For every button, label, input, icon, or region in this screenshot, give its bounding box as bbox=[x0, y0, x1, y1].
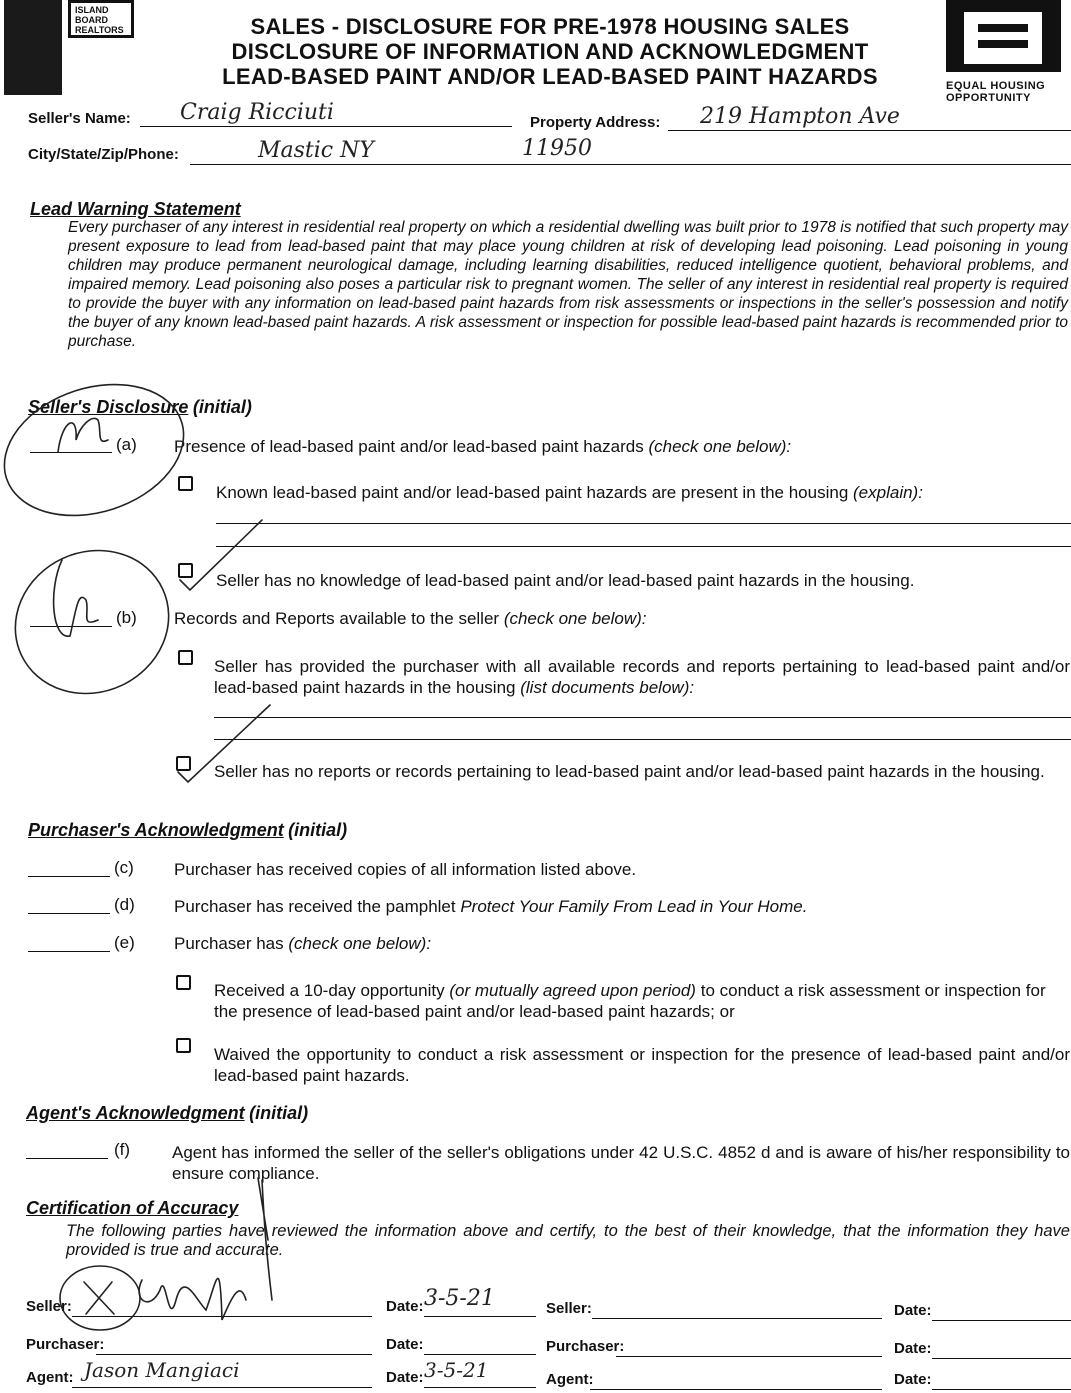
option-ten-day-b: (or mutually agreed upon period) bbox=[449, 981, 696, 1000]
initial-blank-e[interactable] bbox=[28, 951, 110, 952]
purchaser-date-label: Date: bbox=[386, 1336, 424, 1353]
checkbox-ten-day[interactable] bbox=[176, 975, 191, 990]
purchaser2-sign-line[interactable] bbox=[616, 1356, 882, 1357]
seller-date-line[interactable] bbox=[424, 1316, 536, 1317]
purchaser2-date-label: Date: bbox=[894, 1340, 932, 1357]
option-no-reports: Seller has no reports or records pertaining to lead-based paint and/or lead-based paint hazards in the housing. bbox=[214, 762, 1045, 781]
agent-date-line[interactable] bbox=[424, 1387, 536, 1388]
initial-blank-f[interactable] bbox=[26, 1158, 108, 1159]
item-a-note: (check one below): bbox=[648, 437, 792, 456]
option-known-lead-text: Known lead-based paint and/or lead-based paint hazards are present in the housing bbox=[216, 483, 849, 502]
initial-b-circle bbox=[0, 526, 192, 719]
purchaser2-sign-label: Purchaser: bbox=[546, 1338, 625, 1355]
item-d-pamphlet: Protect Your Family From Lead in Your Home. bbox=[460, 897, 808, 916]
purchaser-ack-suffix: (initial) bbox=[288, 820, 348, 840]
item-d-main: Purchaser has received the pamphlet bbox=[174, 897, 456, 916]
purchaser-ack-heading bbox=[28, 820, 347, 841]
city-state-zip-label: City/State/Zip/Phone: bbox=[28, 146, 179, 163]
property-address-label: Property Address: bbox=[530, 114, 661, 131]
seller-disclosure-suffix: (initial) bbox=[192, 397, 252, 417]
seller-sign-line[interactable] bbox=[72, 1316, 372, 1317]
item-d-text bbox=[174, 896, 807, 917]
checkbox-no-reports[interactable] bbox=[176, 756, 191, 771]
seller-date-label: Date: bbox=[386, 1298, 424, 1315]
eho-line-2: OPPORTUNITY bbox=[946, 92, 1031, 104]
initial-blank-a[interactable] bbox=[30, 452, 112, 453]
item-e-text bbox=[174, 933, 431, 954]
seller2-date-label: Date: bbox=[894, 1302, 932, 1319]
item-b-main: Records and Reports available to the seller bbox=[174, 609, 500, 628]
item-d-label: (d) bbox=[114, 895, 135, 914]
seller-sign-label: Seller: bbox=[26, 1298, 72, 1315]
initial-b-mark bbox=[54, 560, 98, 636]
realtor-logo bbox=[68, 0, 134, 38]
checkbox-no-knowledge[interactable] bbox=[178, 563, 193, 578]
seller-disclosure-heading bbox=[28, 397, 252, 418]
agent2-sign-line[interactable] bbox=[590, 1389, 882, 1390]
realtor-logo-sidebar bbox=[4, 0, 62, 95]
agent-ack-heading bbox=[26, 1103, 308, 1124]
option-known-lead-note: (explain): bbox=[853, 483, 923, 502]
purchaser-sign-label: Purchaser: bbox=[26, 1336, 105, 1353]
item-c-text: Purchaser has received copies of all information listed above. bbox=[174, 860, 637, 879]
item-b-note: (check one below): bbox=[503, 609, 647, 628]
seller2-sign-label: Seller: bbox=[546, 1300, 592, 1317]
purchaser2-date-line[interactable] bbox=[932, 1358, 1071, 1359]
item-b-text bbox=[174, 608, 647, 629]
seller-disclosure-title: Seller's Disclosure bbox=[28, 397, 189, 417]
seller2-date-line[interactable] bbox=[932, 1320, 1071, 1321]
city-value: Mastic NY bbox=[258, 138, 374, 163]
item-f-label: (f) bbox=[114, 1140, 131, 1159]
seller-name-label: Seller's Name: bbox=[28, 110, 131, 127]
option-no-knowledge: Seller has no knowledge of lead-based paint and/or lead-based paint hazards in the housing. bbox=[216, 571, 915, 590]
agent-date-value: 3-5-21 bbox=[424, 1358, 489, 1382]
checkbox-known-lead[interactable] bbox=[178, 476, 193, 491]
purchaser-date-line[interactable] bbox=[424, 1354, 536, 1355]
item-f-text: Agent has informed the seller of the seller's obligations under 42 U.S.C. 4852 d and is aware of his/her responsibility to ensure compliance. bbox=[172, 1143, 1070, 1183]
initial-blank-b[interactable] bbox=[30, 626, 112, 627]
item-c-label: (c) bbox=[114, 858, 134, 877]
initial-a-mark bbox=[58, 418, 108, 452]
title-line-2: DISCLOSURE OF INFORMATION AND ACKNOWLEDGMENT bbox=[231, 39, 869, 64]
documents-line-1[interactable] bbox=[214, 717, 1071, 718]
item-e-main: Purchaser has bbox=[174, 934, 284, 953]
seller-signature-x-circle bbox=[60, 1266, 140, 1330]
equal-housing-label bbox=[946, 80, 1071, 104]
option-known-lead bbox=[216, 482, 923, 503]
explain-line-2[interactable] bbox=[216, 546, 1071, 547]
seller-signature bbox=[139, 1278, 246, 1320]
logo-line-2: BOARD bbox=[75, 15, 108, 25]
initial-a-circle bbox=[0, 363, 201, 538]
certification-heading: Certification of Accuracy bbox=[26, 1198, 239, 1218]
logo-line-1: ISLAND bbox=[75, 5, 109, 15]
title-line-1: SALES - DISCLOSURE FOR PRE-1978 HOUSING SALES bbox=[250, 14, 850, 39]
seller-date-value: 3-5-21 bbox=[424, 1286, 495, 1311]
agent2-date-label: Date: bbox=[894, 1371, 932, 1388]
lead-warning-heading: Lead Warning Statement bbox=[30, 199, 241, 219]
title-line-3: LEAD-BASED PAINT AND/OR LEAD-BASED PAINT HAZARDS bbox=[222, 64, 878, 89]
agent-name-value: Jason Mangiaci bbox=[84, 1358, 240, 1382]
documents-line-2[interactable] bbox=[214, 739, 1071, 740]
checkbox-waived[interactable] bbox=[176, 1038, 191, 1053]
option-records-provided-note: (list documents below): bbox=[520, 678, 695, 697]
option-ten-day-c: to conduct a risk assessment or inspection for the presence of lead-based paint and/or lead-based paint hazards; or bbox=[214, 981, 1046, 1021]
seller-name-value: Craig Ricciuti bbox=[180, 100, 334, 125]
logo-line-3: REALTORS bbox=[75, 25, 124, 35]
initial-blank-d[interactable] bbox=[28, 913, 110, 914]
agent2-date-line[interactable] bbox=[932, 1389, 1071, 1390]
option-ten-day bbox=[214, 980, 1070, 1022]
agent-ack-suffix: (initial) bbox=[249, 1103, 309, 1123]
item-e-note: (check one below): bbox=[288, 934, 432, 953]
item-e-label: (e) bbox=[114, 933, 135, 952]
zip-value: 11950 bbox=[522, 136, 592, 161]
agent-ack-title: Agent's Acknowledgment bbox=[26, 1103, 245, 1123]
option-ten-day-a: Received a 10-day opportunity bbox=[214, 981, 445, 1000]
purchaser-sign-line[interactable] bbox=[96, 1354, 372, 1355]
agent2-sign-label: Agent: bbox=[546, 1371, 594, 1388]
item-a-label: (a) bbox=[116, 435, 137, 454]
certification-body: The following parties have reviewed the information above and certify, to the best of their knowledge, that the information they have provided is true and accurate. bbox=[66, 1222, 1070, 1259]
property-address-value: 219 Hampton Ave bbox=[700, 104, 900, 129]
explain-line-1[interactable] bbox=[216, 523, 1071, 524]
item-a-main: Presence of lead-based paint and/or lead-based paint hazards bbox=[174, 437, 644, 456]
option-records-provided bbox=[214, 656, 1070, 698]
initial-blank-c[interactable] bbox=[28, 876, 110, 877]
seller-signature-x bbox=[84, 1282, 114, 1314]
option-records-provided-text: Seller has provided the purchaser with all available records and reports pertaining to lead-based paint and/or lead-based paint hazards in the housing bbox=[214, 657, 1070, 697]
agent-sign-label: Agent: bbox=[26, 1369, 74, 1386]
lead-warning-body: Every purchaser of any interest in residential real property on which a residential dwelling was built prior to 1978 is notified that such property may present exposure to lead from lead-based paint that may place young children at risk of developing lead poisoning. Lead poisoning in young children may produce permanent neurological damage, including learning disabilities, reduced intelligence quotient, behavioral problems, and impaired memory. Lead poisoning also poses a particular risk to pregnant women. The seller of any interest in residential real property is required to provide the buyer with any information on lead-based paint hazards from risk assessments or inspections in the seller's possession and notify the buyer of any known lead-based paint hazards. A risk assessment or inspection for possible lead-based paint hazards is recommended prior to purchase. bbox=[68, 219, 1068, 350]
agent-sign-line[interactable] bbox=[72, 1387, 372, 1388]
document-title bbox=[190, 14, 910, 89]
eho-line-1: EQUAL HOUSING bbox=[946, 80, 1046, 92]
purchaser-ack-title: Purchaser's Acknowledgment bbox=[28, 820, 284, 840]
seller2-sign-line[interactable] bbox=[592, 1318, 882, 1319]
option-waived: Waived the opportunity to conduct a risk assessment or inspection for the presence of lead-based paint and/or lead-based paint hazards. bbox=[214, 1045, 1070, 1085]
checkbox-records-provided[interactable] bbox=[178, 650, 193, 665]
item-b-label: (b) bbox=[116, 608, 137, 627]
agent-date-label: Date: bbox=[386, 1369, 424, 1386]
item-a-text bbox=[174, 436, 791, 457]
